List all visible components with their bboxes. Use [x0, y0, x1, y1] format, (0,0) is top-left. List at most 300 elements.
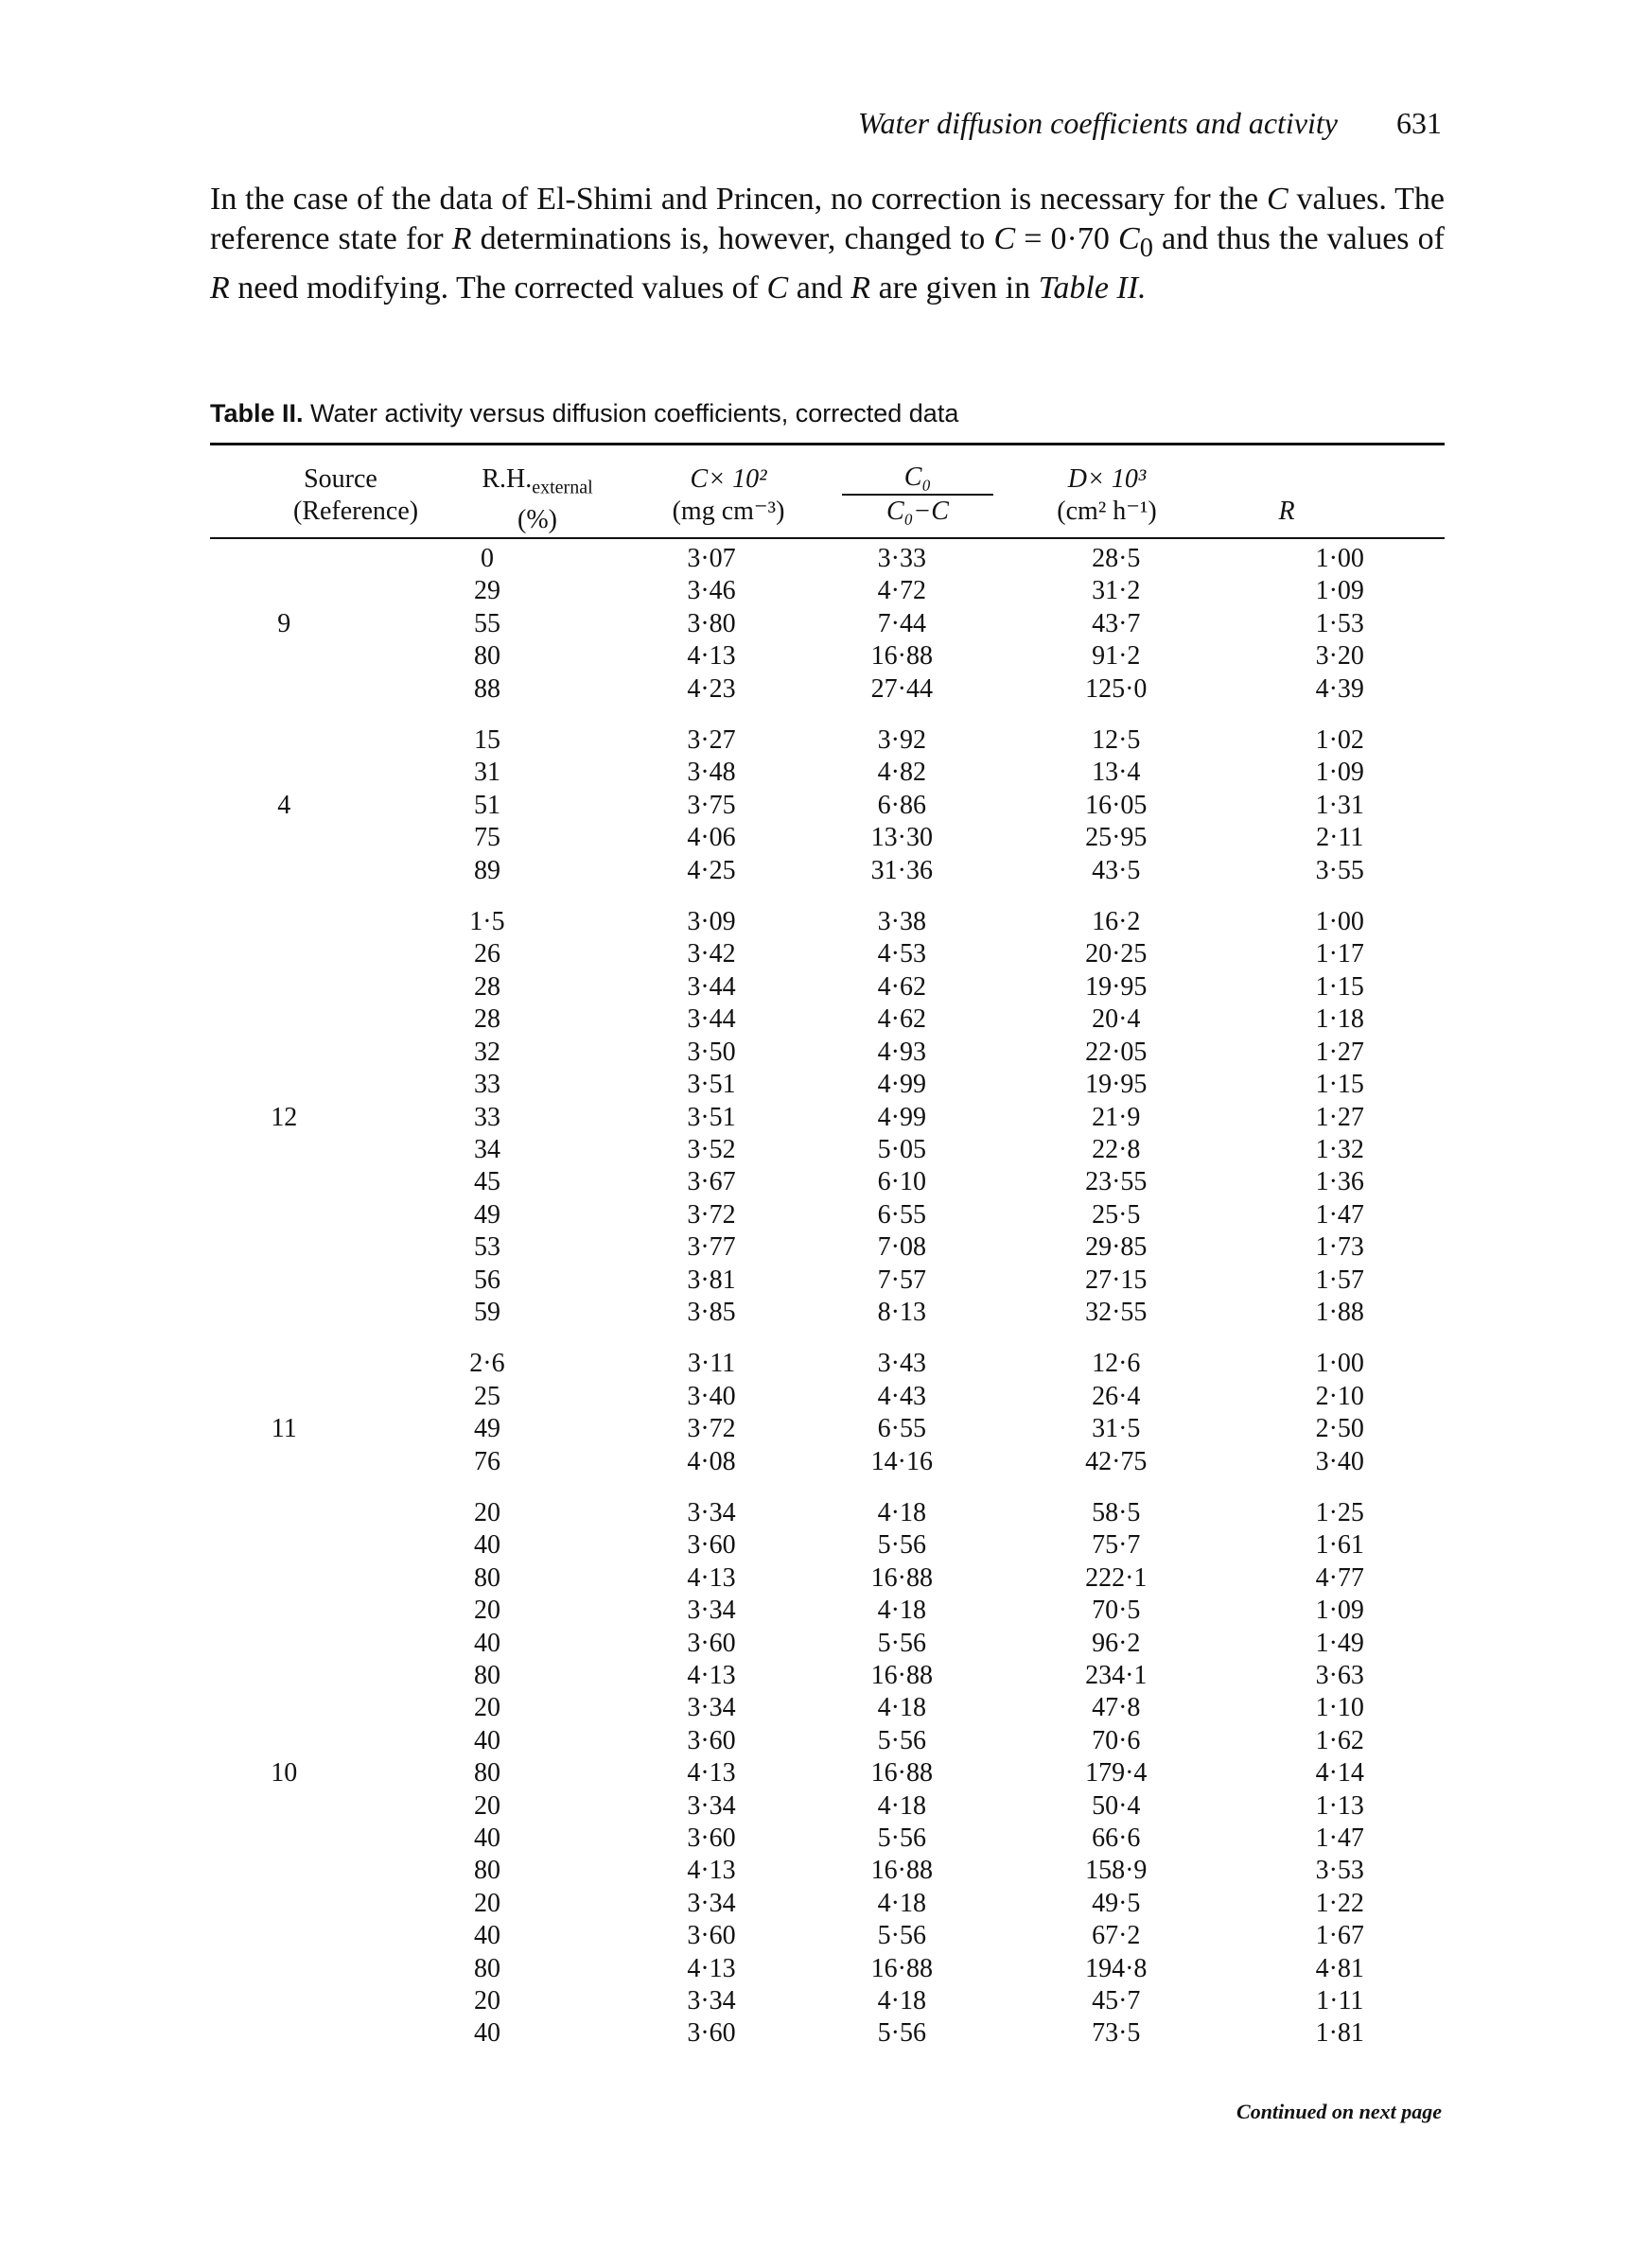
cell-r: 1·88 [1315, 1297, 1364, 1327]
cell-diffusion: 49·5 [1092, 1888, 1141, 1918]
cell-r: 3·53 [1315, 1856, 1364, 1886]
cell-diffusion: 21·9 [1092, 1102, 1141, 1132]
cell-source [210, 673, 359, 706]
cell-r: 1·17 [1315, 939, 1364, 969]
cell-concentration: 3·07 [687, 544, 736, 573]
cell-r: 1·62 [1315, 1725, 1364, 1755]
group-spacer [210, 706, 1445, 724]
cell-concentration: 3·51 [687, 1070, 736, 1100]
cell-concentration: 3·34 [687, 1790, 736, 1821]
cell-diffusion: 12·6 [1092, 1349, 1141, 1379]
cell-r: 1·47 [1315, 1199, 1364, 1230]
cell-rh: 20 [473, 1790, 500, 1821]
table-row [210, 640, 1445, 672]
cell-ratio: 7·44 [877, 608, 926, 638]
cell-r: 1·57 [1315, 1265, 1364, 1295]
cell-rh: 80 [473, 1953, 500, 1983]
cell-rh: 80 [473, 1758, 500, 1788]
table-row [210, 855, 1445, 887]
header-d-line1: D× 10³ [1067, 464, 1147, 494]
cell-ratio: 7·57 [877, 1265, 926, 1295]
cell-concentration: 3·72 [687, 1414, 736, 1444]
cell-concentration: 3·51 [687, 1102, 736, 1132]
cell-concentration: 3·50 [687, 1037, 736, 1067]
table-header-rule [210, 537, 1445, 539]
cell-r: 1·32 [1315, 1134, 1364, 1164]
cell-diffusion: 29·85 [1085, 1232, 1148, 1263]
running-title: Water diffusion coefficients and activity [857, 106, 1338, 140]
cell-concentration: 4·13 [687, 1661, 736, 1690]
para-text: determinations is, however, changed to [471, 221, 994, 256]
cell-rh: 88 [473, 673, 500, 704]
para-text: values. The reference state for [210, 182, 1445, 256]
header-rh-line2: (%) [517, 504, 557, 534]
para-var: R [210, 270, 230, 305]
cell-r: 1·09 [1315, 1596, 1364, 1626]
cell-ratio: 16·88 [870, 1953, 933, 1983]
table-row [210, 1166, 1445, 1198]
cell-rh: 40 [473, 1725, 500, 1755]
table-row [210, 1888, 1445, 1920]
cell-concentration: 4·13 [687, 1562, 736, 1593]
cell-source [210, 1069, 359, 1101]
cell-rh: 49 [473, 1199, 500, 1230]
cell-rh: 40 [473, 2018, 500, 2049]
cell-r: 3·55 [1315, 855, 1364, 885]
table-row [210, 938, 1445, 970]
table-row [210, 1920, 1445, 1952]
table-row [210, 1003, 1445, 1036]
table-row [210, 1757, 1445, 1789]
cell-ratio: 6·55 [877, 1199, 926, 1230]
cell-diffusion: 179·4 [1085, 1758, 1148, 1788]
cell-diffusion: 28·5 [1092, 544, 1141, 573]
table-row [210, 1595, 1445, 1627]
cell-ratio: 16·88 [870, 1562, 933, 1593]
table-row [210, 906, 1445, 938]
cell-ratio: 5·56 [877, 2018, 926, 2049]
cell-concentration: 3·46 [687, 576, 736, 606]
cell-source [210, 855, 359, 887]
table-row [210, 1102, 1445, 1134]
header-concentration [643, 463, 814, 528]
table-row [210, 1725, 1445, 1757]
group-spacer-cell [210, 887, 1445, 906]
cell-diffusion: 27·15 [1085, 1265, 1148, 1295]
cell-ratio: 4·62 [877, 971, 926, 1002]
cell-rh: 80 [473, 1856, 500, 1886]
table-row [210, 2017, 1445, 2050]
table-row [210, 1231, 1445, 1264]
cell-source [210, 1037, 359, 1069]
cell-r: 1·27 [1315, 1102, 1364, 1132]
cell-source [210, 1985, 359, 2017]
cell-r: 1·15 [1315, 971, 1364, 1002]
cell-concentration: 3·44 [687, 1004, 736, 1035]
cell-r: 1·09 [1315, 576, 1364, 606]
table-row [210, 1413, 1445, 1445]
cell-source [210, 1003, 359, 1036]
cell-source [210, 1348, 359, 1380]
cell-concentration: 3·60 [687, 2018, 736, 2049]
cell-diffusion: 70·6 [1092, 1725, 1141, 1755]
cell-diffusion: 31·5 [1092, 1414, 1141, 1444]
cell-rh: 80 [473, 641, 500, 672]
cell-concentration: 4·08 [687, 1446, 736, 1476]
cell-source [210, 906, 359, 938]
cell-concentration: 3·34 [687, 1693, 736, 1723]
cell-rh: 40 [473, 1823, 500, 1854]
table-row [210, 1497, 1445, 1529]
cell-r: 1·02 [1315, 725, 1364, 756]
table-caption-label: Table II. [210, 399, 304, 427]
table-row [210, 1037, 1445, 1069]
cell-concentration: 3·34 [687, 1888, 736, 1918]
cell-ratio: 4·93 [877, 1037, 926, 1067]
table-row [210, 790, 1445, 822]
data-table [210, 543, 1445, 2050]
para-var: C [766, 270, 789, 305]
para-var: R [850, 270, 871, 305]
cell-ratio: 16·88 [870, 641, 933, 672]
cell-ratio: 4·82 [877, 758, 926, 788]
cell-source [210, 640, 359, 672]
cell-diffusion: 23·55 [1085, 1167, 1148, 1197]
header-ratio-denominator: C₀−C [886, 497, 949, 526]
cell-ratio: 5·56 [877, 1823, 926, 1854]
cell-ratio: 4·18 [877, 1497, 926, 1527]
cell-r: 1·15 [1315, 1070, 1364, 1100]
table-row [210, 1446, 1445, 1478]
cell-ratio: 6·10 [877, 1167, 926, 1197]
cell-ratio: 16·88 [870, 1661, 933, 1690]
cell-diffusion: 73·5 [1092, 2018, 1141, 2049]
cell-diffusion: 31·2 [1092, 576, 1141, 606]
cell-source [210, 1660, 359, 1692]
cell-rh: 0 [480, 544, 494, 573]
cell-source [210, 1920, 359, 1952]
table-row [210, 1562, 1445, 1595]
cell-source [210, 1446, 359, 1478]
cell-diffusion: 70·5 [1092, 1596, 1141, 1626]
cell-diffusion: 96·2 [1092, 1628, 1141, 1658]
cell-r: 3·20 [1315, 641, 1364, 672]
cell-r: 1·18 [1315, 1004, 1364, 1035]
cell-ratio: 4·18 [877, 1596, 926, 1626]
cell-diffusion: 234·1 [1085, 1661, 1148, 1690]
table-row [210, 1692, 1445, 1724]
cell-r: 2·50 [1315, 1414, 1364, 1444]
header-rh [443, 463, 632, 536]
cell-concentration: 3·27 [687, 725, 736, 756]
cell-ratio: 4·18 [877, 1888, 926, 1918]
cell-rh: 34 [473, 1134, 500, 1164]
cell-rh: 59 [473, 1297, 500, 1327]
cell-ratio: 4·18 [877, 1693, 926, 1723]
cell-ratio: 6·55 [877, 1414, 926, 1444]
cell-concentration: 3·11 [687, 1349, 736, 1379]
cell-ratio: 27·44 [870, 673, 933, 704]
cell-concentration: 4·13 [687, 641, 736, 672]
cell-diffusion: 125·0 [1085, 673, 1148, 704]
cell-source [210, 1823, 359, 1855]
cell-ratio: 7·08 [877, 1232, 926, 1263]
table-row [210, 1855, 1445, 1887]
cell-rh: 51 [473, 790, 500, 820]
cell-r: 1·00 [1315, 907, 1364, 937]
cell-r: 1·13 [1315, 1790, 1364, 1821]
cell-rh: 28 [473, 1004, 500, 1035]
group-spacer-cell [210, 706, 1445, 724]
cell-diffusion: 26·4 [1092, 1381, 1141, 1411]
cell-rh: 40 [473, 1530, 500, 1561]
table-row [210, 1953, 1445, 1985]
cell-rh: 31 [473, 758, 500, 788]
group-spacer [210, 887, 1445, 906]
cell-rh: 32 [473, 1037, 500, 1067]
cell-ratio: 16·88 [870, 1758, 933, 1788]
cell-diffusion: 43·7 [1092, 608, 1141, 638]
cell-concentration: 3·42 [687, 939, 736, 969]
cell-concentration: 4·13 [687, 1856, 736, 1886]
cell-diffusion: 32·55 [1085, 1297, 1148, 1327]
cell-r: 4·14 [1315, 1758, 1364, 1788]
table-row [210, 1348, 1445, 1380]
cell-r: 1·47 [1315, 1823, 1364, 1854]
para-var: C [993, 221, 1016, 256]
cell-r: 1·22 [1315, 1888, 1364, 1918]
cell-ratio: 5·56 [877, 1725, 926, 1755]
cell-source: 9 [277, 608, 291, 638]
cell-r: 1·00 [1315, 1349, 1364, 1379]
cell-r: 2·10 [1315, 1381, 1364, 1411]
group-spacer [210, 1329, 1445, 1348]
table-row [210, 608, 1445, 640]
header-ratio [842, 462, 993, 528]
cell-diffusion: 67·2 [1092, 1921, 1141, 1951]
cell-diffusion: 66·6 [1092, 1823, 1141, 1854]
cell-source [210, 1529, 359, 1561]
cell-source [210, 757, 359, 789]
cell-diffusion: 12·5 [1092, 725, 1141, 756]
cell-r: 3·40 [1315, 1446, 1364, 1476]
cell-ratio: 6·86 [877, 790, 926, 820]
cell-r: 1·73 [1315, 1232, 1364, 1263]
cell-rh: 55 [473, 608, 500, 638]
table-row [210, 1265, 1445, 1297]
cell-source [210, 575, 359, 607]
table-row [210, 1529, 1445, 1561]
table-body [210, 543, 1445, 2050]
cell-source [210, 1381, 359, 1413]
cell-r: 4·77 [1315, 1562, 1364, 1593]
cell-diffusion: 20·25 [1085, 939, 1148, 969]
table-row [210, 1069, 1445, 1101]
cell-ratio: 3·92 [877, 725, 926, 756]
cell-source [210, 1595, 359, 1627]
cell-ratio: 13·30 [870, 823, 933, 853]
header-source-line1: Source [304, 464, 377, 494]
cell-diffusion: 13·4 [1092, 758, 1141, 788]
para-subscript: 0 [1139, 233, 1153, 263]
cell-source [210, 1725, 359, 1757]
header-r-label: R [1278, 497, 1295, 526]
header-r [1220, 496, 1353, 528]
cell-diffusion: 43·5 [1092, 855, 1141, 885]
cell-rh: 53 [473, 1232, 500, 1263]
cell-ratio: 5·56 [877, 1628, 926, 1658]
para-text: need modifying. The corrected values of [229, 270, 767, 305]
cell-rh: 80 [473, 1661, 500, 1690]
cell-ratio: 5·56 [877, 1921, 926, 1951]
cell-rh: 49 [473, 1414, 500, 1444]
cell-ratio: 4·62 [877, 1004, 926, 1035]
cell-source [210, 1297, 359, 1329]
group-spacer [210, 1478, 1445, 1497]
cell-concentration: 3·34 [687, 1596, 736, 1626]
cell-source: 11 [271, 1414, 297, 1444]
cell-source [210, 822, 359, 854]
cell-rh: 40 [473, 1628, 500, 1658]
cell-ratio: 4·72 [877, 576, 926, 606]
cell-source [210, 1166, 359, 1198]
cell-rh: 33 [473, 1102, 500, 1132]
cell-concentration: 3·60 [687, 1725, 736, 1755]
cell-diffusion: 19·95 [1085, 971, 1148, 1002]
cell-source [210, 1497, 359, 1529]
cell-rh: 75 [473, 823, 500, 853]
cell-concentration: 3·34 [687, 1986, 736, 2016]
cell-source [210, 1562, 359, 1595]
table-row [210, 1823, 1445, 1855]
cell-ratio: 4·18 [877, 1986, 926, 2016]
cell-rh: 26 [473, 939, 500, 969]
cell-r: 1·49 [1315, 1628, 1364, 1658]
header-source [293, 463, 419, 528]
cell-rh: 76 [473, 1446, 500, 1476]
cell-rh: 40 [473, 1921, 500, 1951]
header-rh-sub: external [532, 477, 593, 498]
cell-r: 1·61 [1315, 1530, 1364, 1561]
cell-ratio: 4·99 [877, 1070, 926, 1100]
cell-source: 4 [277, 790, 291, 820]
cell-rh: 15 [473, 725, 500, 756]
cell-source [210, 1692, 359, 1724]
cell-diffusion: 22·8 [1092, 1134, 1141, 1164]
cell-concentration: 4·25 [687, 855, 736, 885]
cell-r: 1·36 [1315, 1167, 1364, 1197]
cell-r: 1·00 [1315, 544, 1364, 573]
cell-rh: 20 [473, 1888, 500, 1918]
table-row [210, 1199, 1445, 1231]
cell-r: 1·53 [1315, 608, 1364, 638]
cell-concentration: 3·44 [687, 971, 736, 1002]
cell-concentration: 4·13 [687, 1758, 736, 1788]
cell-concentration: 3·60 [687, 1530, 736, 1561]
cell-r: 4·39 [1315, 673, 1364, 704]
table-row [210, 1628, 1445, 1660]
cell-r: 1·25 [1315, 1497, 1364, 1527]
cell-source [210, 1628, 359, 1660]
header-ratio-numerator: C₀ [842, 462, 993, 496]
cell-source [210, 1953, 359, 1985]
cell-diffusion: 25·5 [1092, 1199, 1141, 1230]
cell-diffusion: 222·1 [1085, 1562, 1148, 1593]
cell-r: 1·67 [1315, 1921, 1364, 1951]
cell-ratio: 3·38 [877, 907, 926, 937]
table-row [210, 1297, 1445, 1329]
cell-diffusion: 16·2 [1092, 907, 1141, 937]
cell-rh: 33 [473, 1070, 500, 1100]
cell-source [210, 971, 359, 1003]
cell-source [210, 1134, 359, 1166]
cell-source [210, 938, 359, 970]
header-c-line1: C× 10² [690, 464, 767, 494]
cell-concentration: 4·06 [687, 823, 736, 853]
table-row [210, 757, 1445, 789]
cell-rh: 20 [473, 1596, 500, 1626]
table-top-rule [210, 443, 1445, 445]
header-c-line2: (mg cm⁻³) [672, 497, 785, 526]
table-row [210, 1381, 1445, 1413]
para-line-1: In the case of the data of El-Shimi and Princen, no correction is necessary for the [210, 182, 1259, 217]
cell-source [210, 724, 359, 757]
cell-ratio: 3·43 [877, 1349, 926, 1379]
para-table-ref: Table II. [1038, 270, 1147, 305]
cell-rh: 20 [473, 1693, 500, 1723]
cell-ratio: 4·18 [877, 1790, 926, 1821]
cell-r: 1·27 [1315, 1037, 1364, 1067]
cell-source: 12 [271, 1102, 298, 1132]
cell-r: 1·10 [1315, 1693, 1364, 1723]
cell-rh: 56 [473, 1265, 500, 1295]
cell-concentration: 3·67 [687, 1167, 736, 1197]
body-paragraph [210, 180, 1445, 308]
cell-ratio: 16·88 [870, 1856, 933, 1886]
cell-diffusion: 22·05 [1085, 1037, 1148, 1067]
cell-concentration: 3·60 [687, 1628, 736, 1658]
cell-rh: 2·6 [469, 1349, 505, 1379]
cell-source: 10 [271, 1758, 298, 1788]
table-row [210, 673, 1445, 706]
cell-concentration: 3·52 [687, 1134, 736, 1164]
cell-concentration: 3·34 [687, 1497, 736, 1527]
para-text: and thus the values of [1162, 221, 1445, 256]
header-diffusion [1012, 463, 1201, 528]
cell-diffusion: 45·7 [1092, 1986, 1141, 2016]
cell-rh: 1·5 [469, 907, 505, 937]
cell-source [210, 1231, 359, 1264]
cell-diffusion: 75·7 [1092, 1530, 1141, 1561]
cell-r: 1·31 [1315, 790, 1364, 820]
table-row [210, 1134, 1445, 1166]
cell-diffusion: 25·95 [1085, 823, 1148, 853]
cell-source [210, 1199, 359, 1231]
page-number: 631 [1396, 106, 1442, 140]
cell-diffusion: 50·4 [1092, 1790, 1141, 1821]
cell-ratio: 4·99 [877, 1102, 926, 1132]
cell-concentration: 3·72 [687, 1199, 736, 1230]
cell-concentration: 3·77 [687, 1232, 736, 1263]
cell-concentration: 3·80 [687, 608, 736, 638]
cell-source [210, 1855, 359, 1887]
cell-ratio: 3·33 [877, 544, 926, 573]
cell-rh: 28 [473, 971, 500, 1002]
cell-r: 1·09 [1315, 758, 1364, 788]
cell-diffusion: 58·5 [1092, 1497, 1141, 1527]
cell-ratio: 8·13 [877, 1297, 926, 1327]
cell-r: 1·11 [1316, 1986, 1364, 2016]
